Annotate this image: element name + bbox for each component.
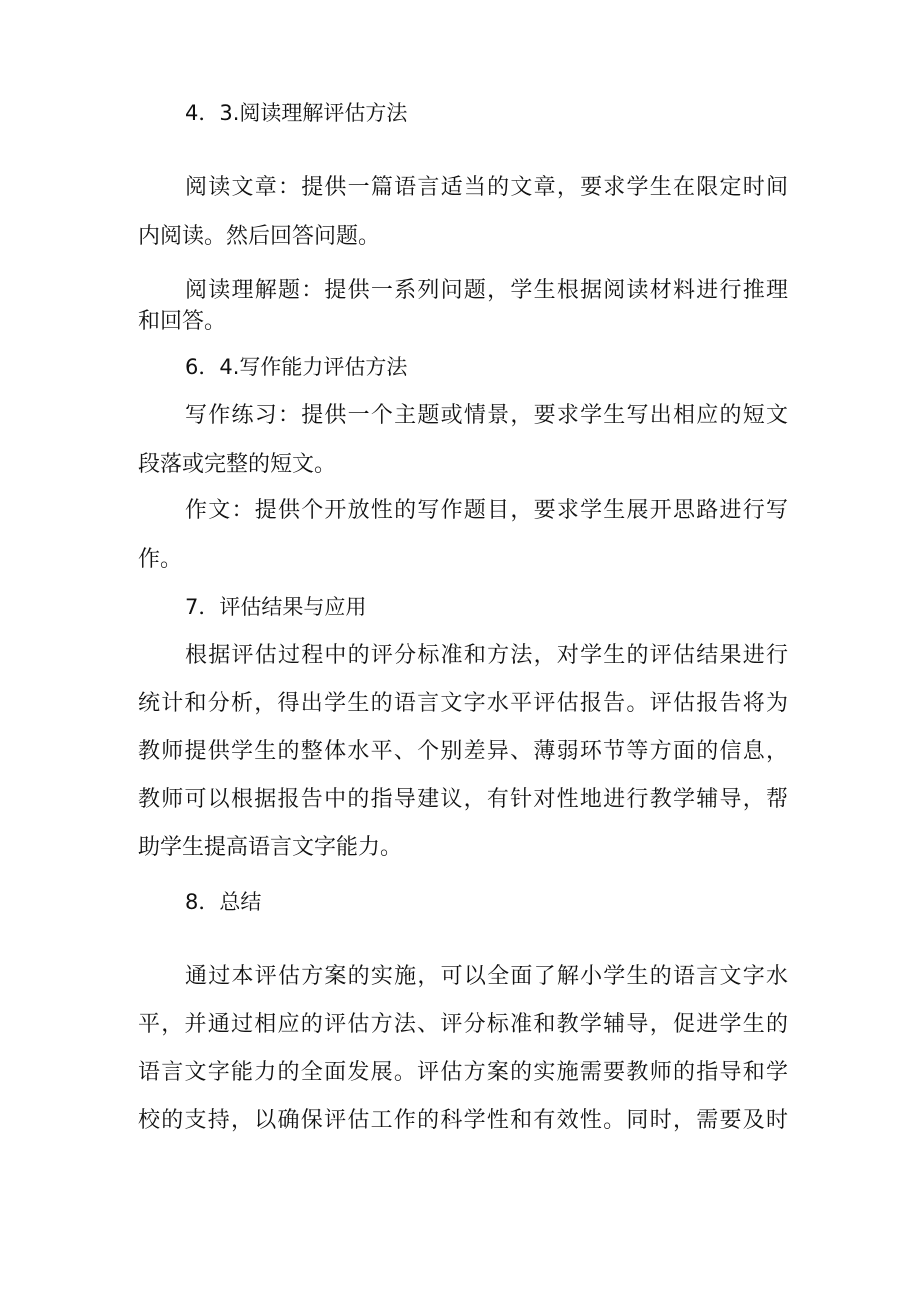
summary-line-4: 校的支持，以确保评估工作的科学性和有效性。同时，需要及时 bbox=[138, 1108, 788, 1133]
heading-6-4: 6．4.写作能力评估方法 bbox=[185, 355, 408, 379]
heading-7: 7．评估结果与应用 bbox=[185, 595, 367, 619]
reading-article-line-2: 内阅读。然后回答问题。 bbox=[138, 224, 381, 249]
summary-line-1: 通过本评估方案的实施，可以全面了解小学生的语言文字水 bbox=[185, 964, 788, 989]
results-line-2: 统计和分析，得出学生的语言文字水平评估报告。评估报告将为 bbox=[138, 691, 788, 716]
writing-practice-line-1: 写作练习：提供一个主题或情景，要求学生写出相应的短文 bbox=[185, 403, 788, 428]
results-line-4: 教师可以根据报告中的指导建议，有针对性地进行教学辅导，帮 bbox=[138, 787, 788, 812]
summary-line-3: 语言文字能力的全面发展。评估方案的实施需要教师的指导和学 bbox=[138, 1060, 788, 1085]
reading-questions-line-1: 阅读理解题：提供一系列问题，学生根据阅读材料进行推理 bbox=[185, 278, 788, 303]
essay-line-1: 作文：提供个开放性的写作题目，要求学生展开思路进行写 bbox=[185, 498, 788, 523]
results-line-3: 教师提供学生的整体水平、个别差异、薄弱环节等方面的信息， bbox=[138, 739, 788, 764]
essay-line-2: 作。 bbox=[138, 547, 183, 572]
heading-4-3: 4．3.阅读理解评估方法 bbox=[185, 101, 408, 125]
reading-questions-line-2: 和回答。 bbox=[138, 309, 227, 334]
summary-line-2: 平，并通过相应的评估方法、评分标准和教学辅导，促进学生的 bbox=[138, 1012, 788, 1037]
results-line-5: 助学生提高语言文字能力。 bbox=[138, 835, 403, 860]
reading-article-line-1: 阅读文章：提供一篇语言适当的文章，要求学生在限定时间 bbox=[185, 175, 788, 200]
results-line-1: 根据评估过程中的评分标准和方法，对学生的评估结果进行 bbox=[185, 643, 788, 668]
heading-8: 8．总结 bbox=[185, 890, 262, 914]
writing-practice-line-2: 段落或完整的短文。 bbox=[138, 452, 337, 477]
